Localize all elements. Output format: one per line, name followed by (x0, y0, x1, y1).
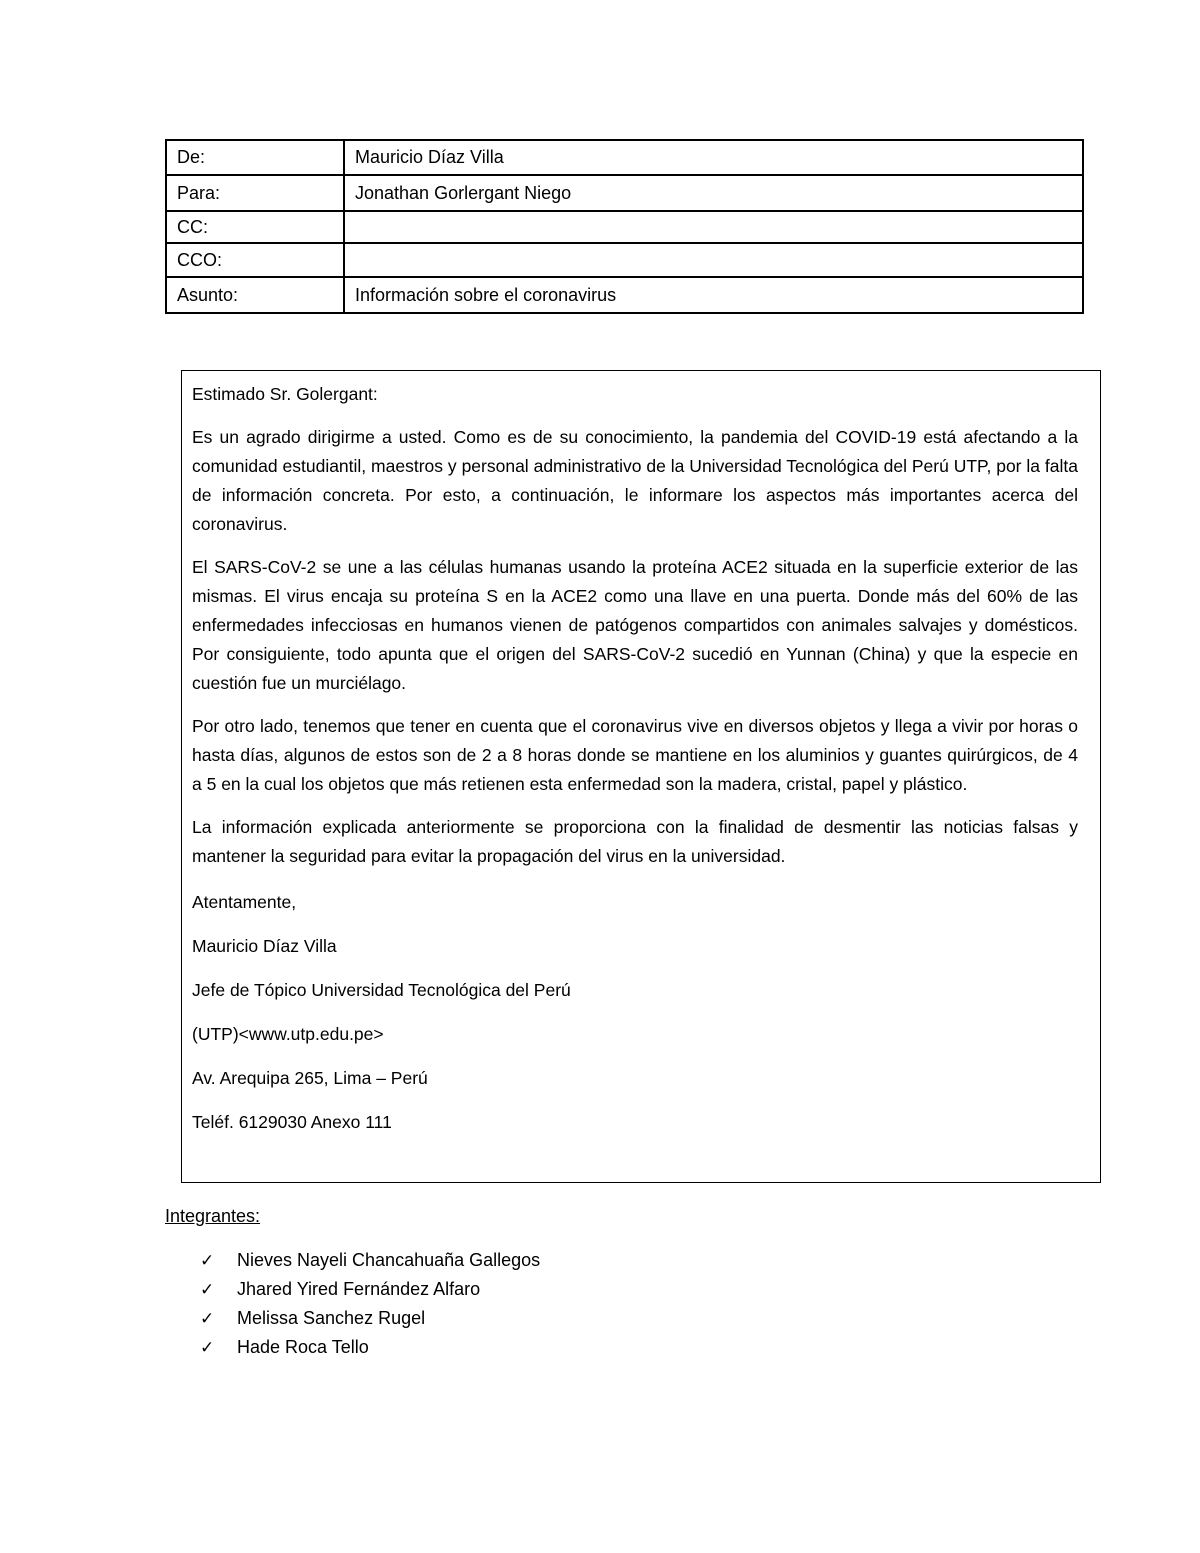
signature-address: Av. Arequipa 265, Lima – Perú (192, 1068, 428, 1088)
list-item (200, 1333, 540, 1362)
member-name: Nieves Nayeli Chancahuaña Gallegos (237, 1250, 541, 1270)
check-icon: ✓ (200, 1309, 215, 1328)
header-row-bcc (166, 243, 1083, 277)
header-label: Asunto: (166, 277, 344, 313)
member-name: Jhared Yired Fernández Alfaro (237, 1279, 481, 1299)
check-icon: ✓ (200, 1251, 215, 1270)
header-value (344, 211, 1083, 243)
header-row-subject (166, 277, 1083, 313)
signature-name: Mauricio Díaz Villa (192, 936, 337, 956)
list-item (200, 1304, 540, 1333)
list-item (200, 1275, 540, 1304)
header-value: Jonathan Gorlergant Niego (344, 175, 1083, 211)
list-item (200, 1246, 540, 1275)
header-label: CCO: (166, 243, 344, 277)
header-row-from (166, 140, 1083, 175)
header-row-to (166, 175, 1083, 211)
member-name: Melissa Sanchez Rugel (237, 1308, 426, 1328)
header-row-cc (166, 211, 1083, 243)
letter-greeting: Estimado Sr. Golergant: (192, 384, 378, 404)
header-value: Información sobre el coronavirus (344, 277, 1083, 313)
check-icon: ✓ (200, 1338, 215, 1357)
letter-paragraph: Es un agrado dirigirme a usted. Como es de su conocimiento, la pandemia del COVID-19 está afectando a la comunidad estudiantil, maestros y personal administrativo de la Universidad Tecnológica del Perú UTP, por la falta de información concreta. Por esto, a continuación, le informare los aspectos más importantes acerca del coronavirus. (192, 427, 1078, 534)
letter-closing: Atentamente, (192, 892, 297, 912)
header-label: CC: (166, 211, 344, 243)
letter-body (181, 370, 1101, 1183)
header-value (344, 243, 1083, 277)
check-icon: ✓ (200, 1280, 215, 1299)
header-label: Para: (166, 175, 344, 211)
letter-paragraph: Por otro lado, tenemos que tener en cuenta que el coronavirus vive en diversos objetos y llega a vivir por horas o hasta días, algunos de estos son de 2 a 8 horas donde se mantiene en los aluminios y guantes quirúrgicos, de 4 a 5 en la cual los objetos que más retienen esta enfermedad son la madera, cristal, papel y plástico. (192, 716, 1078, 794)
member-name: Hade Roca Tello (237, 1337, 369, 1357)
header-label: De: (166, 140, 344, 175)
letter-paragraph: La información explicada anteriormente se proporciona con la finalidad de desmentir las noticias falsas y mantener la seguridad para evitar la propagación del virus en la universidad. (192, 817, 1078, 866)
members-title: Integrantes: (165, 1206, 261, 1226)
email-header-table (165, 139, 1084, 314)
letter-paragraph: El SARS-CoV-2 se une a las células humanas usando la proteína ACE2 situada en la superficie exterior de las mismas. El virus encaja su proteína S en la ACE2 como una llave en una puerta. Donde más del 60% de las enfermedades infecciosas en humanos vienen de patógenos compartidos con animales salvajes y domésticos. Por consiguiente, todo apunta que el origen del SARS-CoV-2 sucedió en Yunnan (China) y que la especie en cuestión fue un murciélago. (192, 557, 1078, 693)
members-list (200, 1246, 540, 1362)
signature-website: (UTP)<www.utp.edu.pe> (192, 1024, 384, 1044)
signature-phone: Teléf. 6129030 Anexo 111 (192, 1112, 392, 1132)
header-value: Mauricio Díaz Villa (344, 140, 1083, 175)
signature-position: Jefe de Tópico Universidad Tecnológica del Perú (192, 980, 571, 1000)
